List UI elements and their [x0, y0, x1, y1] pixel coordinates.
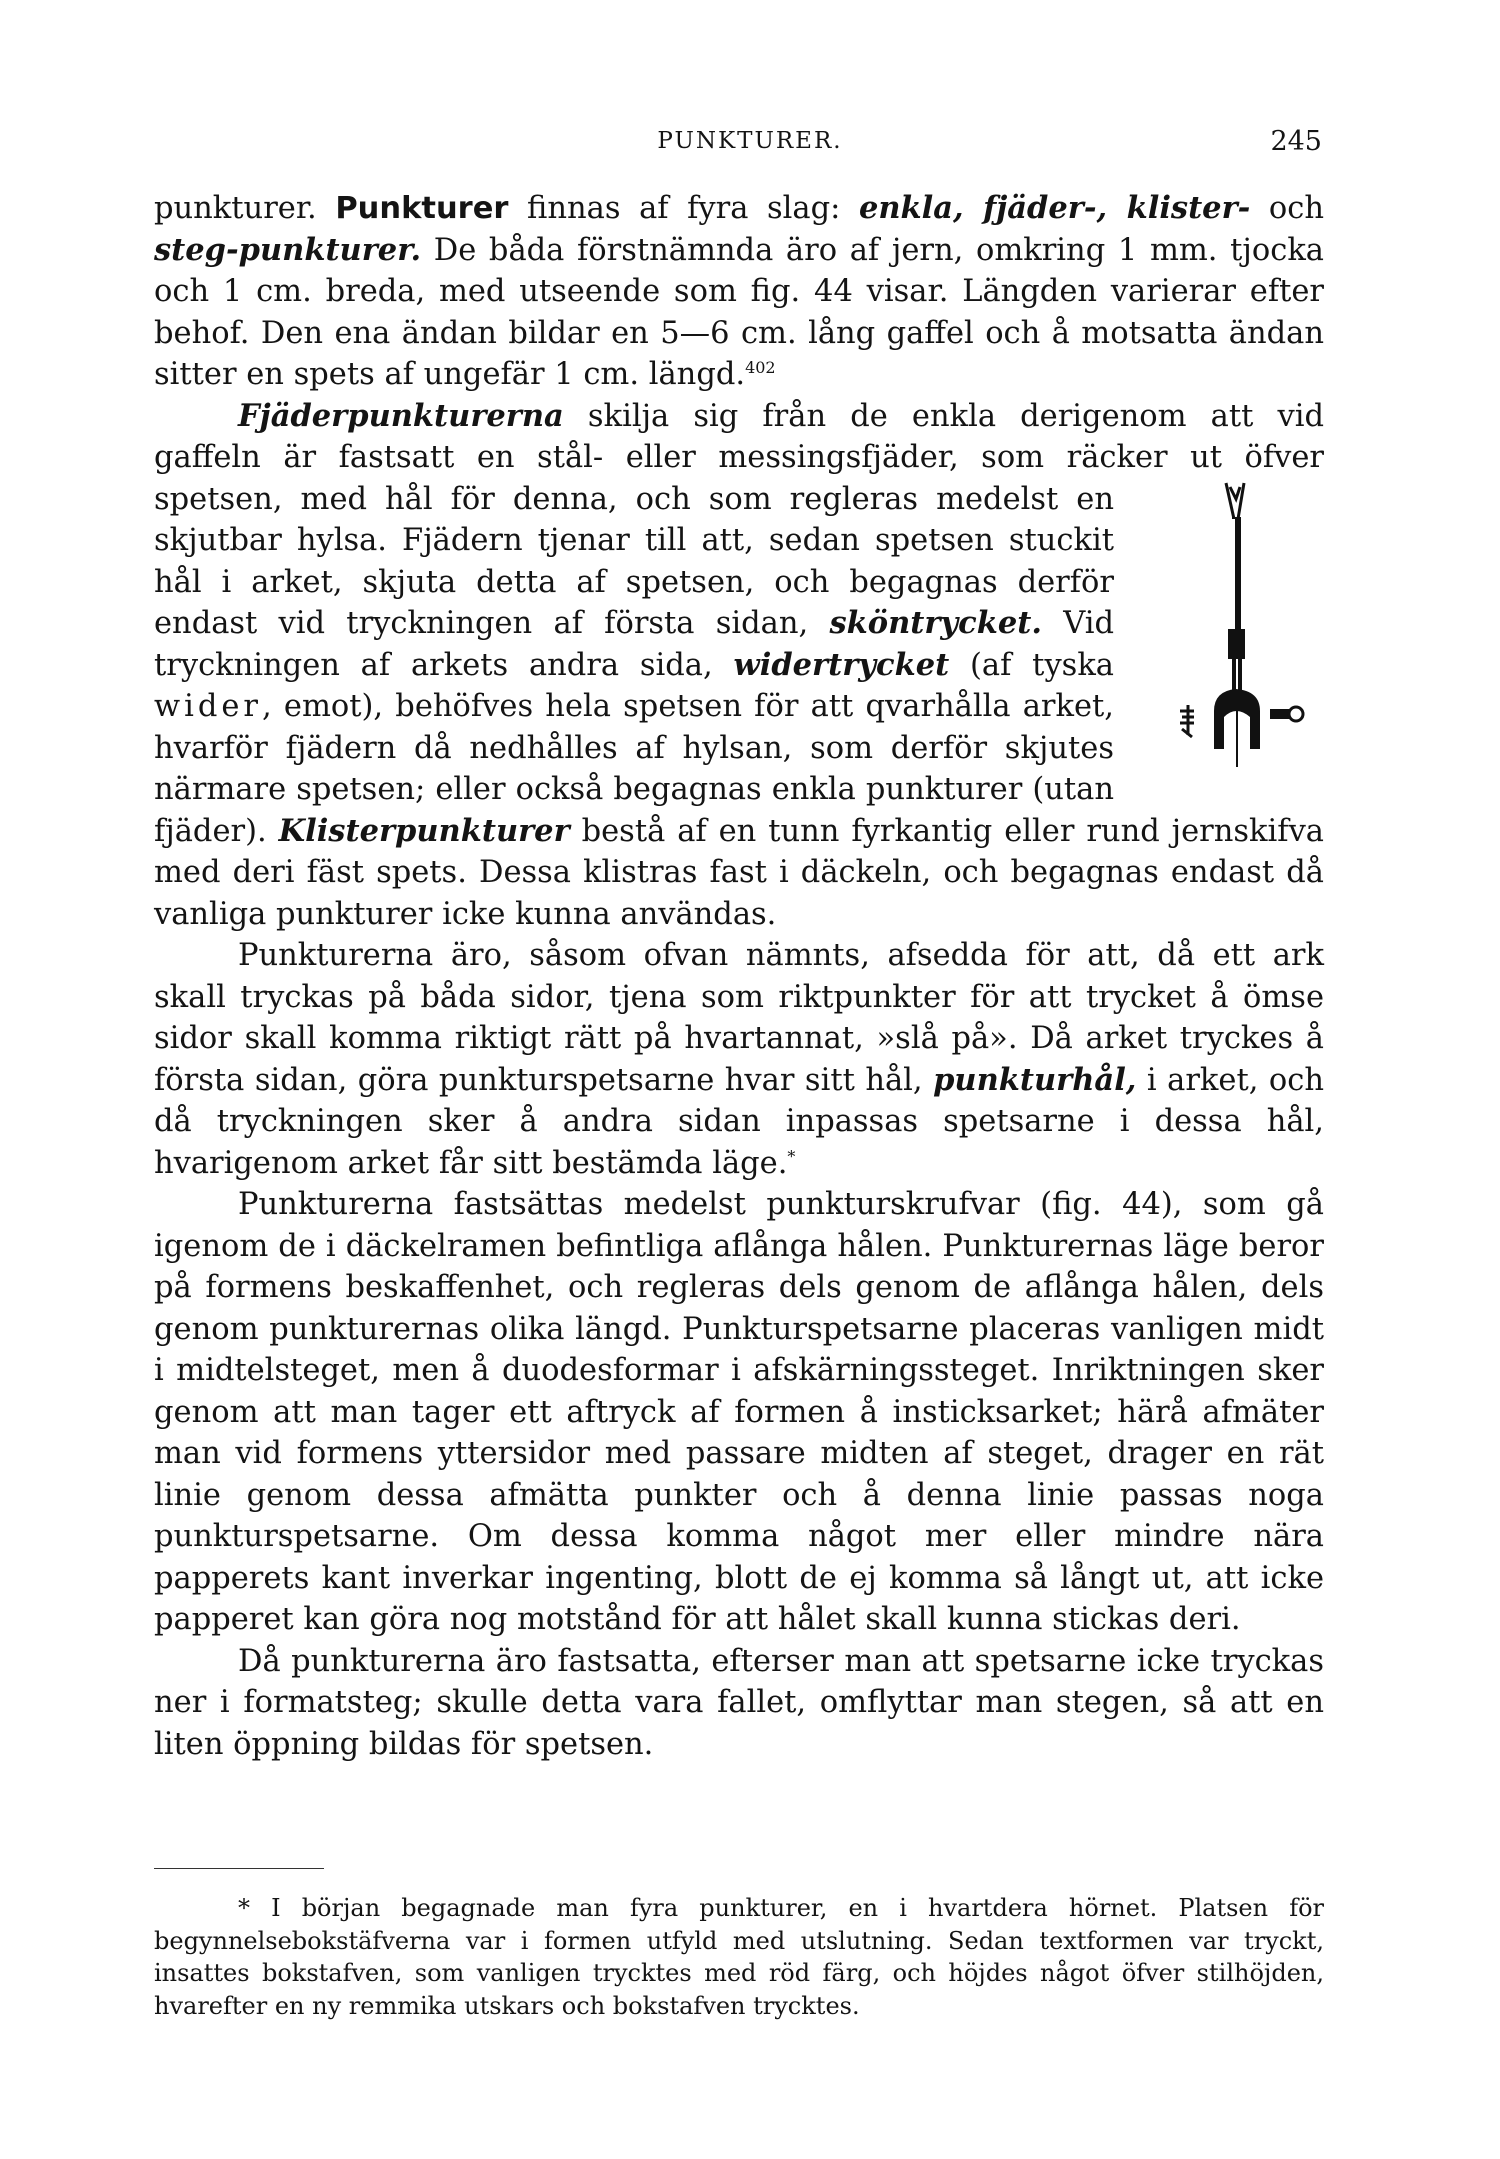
page-header	[0, 128, 1500, 168]
footnote-divider	[154, 1868, 324, 1869]
term-punkturhal: punkturhål,	[933, 1061, 1137, 1098]
page-number: 245	[1270, 126, 1322, 157]
footnote	[154, 1892, 1324, 2022]
punktur-illustration	[1174, 479, 1324, 769]
paragraph-3: Punkturerna äro, såsom ofvan nämnts, afsedda för att, då ett ark skall tryckas på båda sidor, tjena som riktpunkter för att trycket å ömse sidor skall komma riktigt rätt på hvartannat, »slå på». Då arket tryckes å första sidan, göra punkturspetsarne hvar sitt hål, punkturhål, i arket, och då tryckningen sker å andra sidan inpassas spetsarne i dessa hål, hvarigenom arket får sitt bestämda läge.*	[154, 938, 1324, 1181]
source-ref: 402	[745, 357, 776, 377]
term-punkturer: Punkturer	[335, 191, 509, 226]
term-klisterpunkturer: Klisterpunkturer	[278, 812, 570, 849]
paragraph-5: Då punkturerna äro fastsatta, efterser man att spetsarne icke tryckas ner i formatsteg; skulle detta vara fallet, omflyttar man stegen, så att en liten öppning bildas för spetsen.	[154, 1643, 1324, 1762]
paragraph-1: punkturer. Punkturer finnas af fyra slag: enkla, fjäder-, klister- och steg-punkturer. De båda förstnämnda äro af jern, omkring 1 mm. tjocka och 1 cm. breda, med utseende som fig. 44 visar. Längden varierar efter behof. Den ena ändan bildar en 5—6 cm. lång gaffel och å motsatta ändan sitter en spets af ungefär 1 cm. längd.$^{402}$	[154, 190, 1324, 392]
term-wider: wider	[154, 689, 263, 724]
footnote-text: * I början begagnade man fyra punkturer, en i hvartdera hörnet. Platsen för begynnelsebokstäfverna var i formen utfyld med utslutning. Sedan textformen var tryckt, insattes bokstafven, som vanligen trycktes med röd färg, och höjdes något öfver stilhöjden, hvarefter en ny remmika utskars och bokstafven trycktes.	[154, 1894, 1324, 2020]
paragraph-2: Fjäderpunkturerna skilja sig från de enkla derigenom att vid gaffeln är fastsatt en stål- eller messingsfjäder, som räcker ut öfver spetsen, med hål för denna, och som regleras medelst en skjutbar hylsa. Fjädern tjenar till att, sedan spetsen stuckit hål i arket, skjuta detta af spetsen, och begagnas derför endast vid tryckningen af första sidan, sköntrycket. Vid tryckningen af arkets andra sida, widertrycket (af tyska wider, emot), behöfves hela spetsen för att qvarhålla arket, hvarför fjädern då nedhålles af hylsan, som derför skjutes närmare spetsen; eller också begagnas enkla punkturer (utan fjäder). Klisterpunkturer bestå af en tunn fyrkantig eller rund jernskifva med deri fäst spets. Dessa klistras fast i däckeln, och begagnas endast då vanliga punkturer icke kunna användas.	[154, 397, 1324, 932]
term-fjaderpunkturerna: Fjäderpunkturerna	[238, 397, 564, 434]
figure-44	[1174, 479, 1324, 799]
footnote-ref: *	[787, 1146, 796, 1166]
term-widertrycket: widertrycket	[733, 646, 950, 683]
paragraph-2-text-cont: skjutbar hylsa. Fjädern tjenar till att, sedan spetsen stuckit hål i arket, skjuta detta af spetsen, och begagnas derför endast vid tryckningen af första sidan,	[154, 523, 1114, 641]
term-skontrycket: sköntrycket.	[829, 605, 1042, 641]
body-text	[154, 188, 1324, 1765]
running-head: PUNKTURER.	[657, 128, 843, 154]
paragraph-2-text: skilja sig från de enkla derigenom att vid gaffeln är fastsatt en stål- eller messingsfjäder, som räcker ut öfver spetsen, med hål för denna, och som regleras medelst en	[154, 398, 1324, 517]
paragraph-4: Punkturerna fastsättas medelst punkturskrufvar (fig. 44), som gå igenom de i däckelramen befintliga aflånga hålen. Punkturernas läge beror på formens beskaffenhet, och regleras dels genom de aflånga hålen, dels genom punkturernas olika längd. Punkturspetsarne placeras vanligen midt i midtelsteget, men å duodesformar i afskärningssteget. Inriktningen sker genom att man tager ett aftryck af formen å insticksarket; härå afmäter man vid formens yttersidor med passare midten af steget, drager en rät linie genom dessa afmätta punkter och å denna linie passas noga punkturspetsarne. Om dessa komma något mer eller mindre nära papperets kant inverkar ingenting, blott de ej komma så långt ut, att icke papperet kan göra nog motstånd för att hålet skall kunna stickas deri.	[154, 1187, 1324, 1637]
